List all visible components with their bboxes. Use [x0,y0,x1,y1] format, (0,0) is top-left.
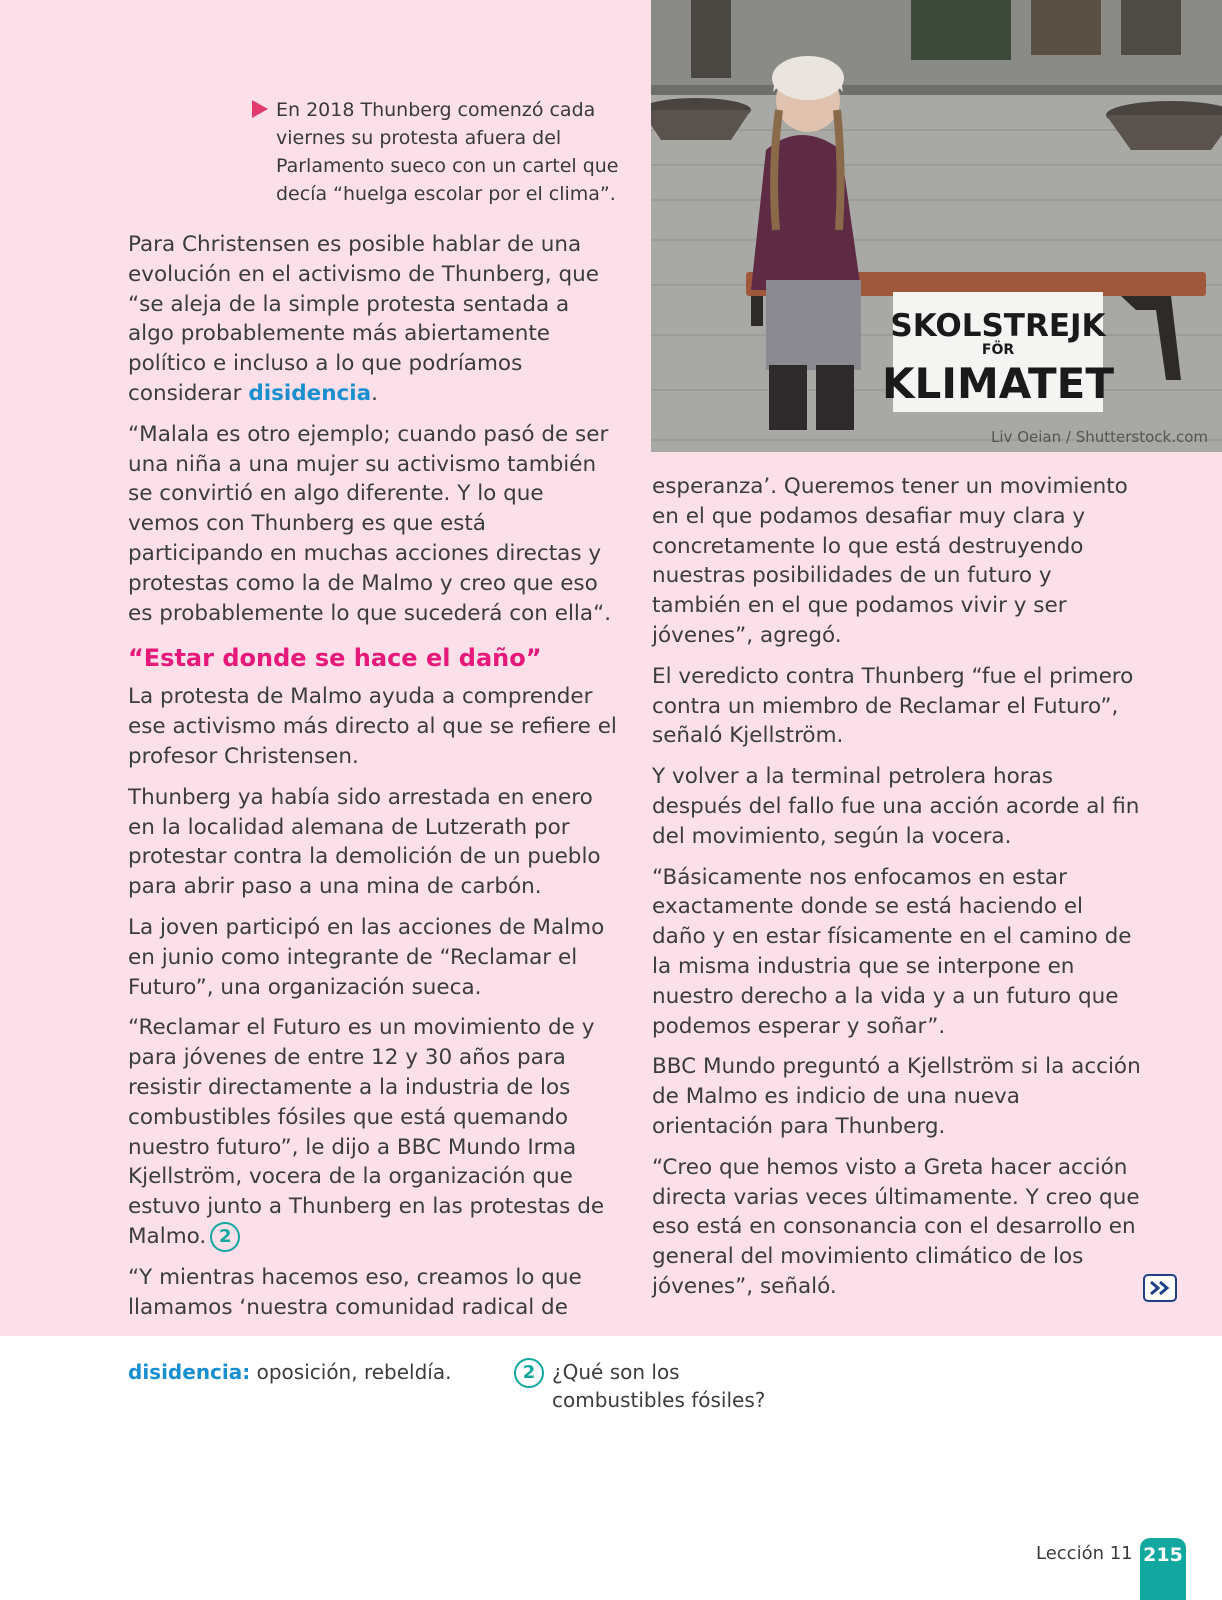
sign-text-line1: SKOLSTREJK [890,308,1106,344]
paragraph: Y volver a la terminal petrolera horas después del fallo fue una acción acorde al fin del movimiento, según la vocera. [652,764,1140,849]
photo-credit: Liv Oeian / Shutterstock.com [991,428,1208,446]
comprehension-question [514,1358,814,1414]
paragraph: “Básicamente nos enfocamos en estar exactamente donde se está haciendo el daño y en estar físicamente en el camino de la misma industria que se interpone en nuestro derecho a la vida y a un futuro que podemos esperar y soñar”. [652,864,1132,1039]
glossary-term-link[interactable]: disidencia [248,380,372,406]
greta-photo [651,0,1222,452]
question-marker[interactable]: 2 [210,1222,240,1252]
paragraph: Thunberg ya había sido arrestada en enero en la localidad alemana de Lutzerath por protestar contra la demolición de un pueblo para abrir paso a una mina de carbón. [128,784,601,900]
paragraph: BBC Mundo preguntó a Kjellström si la acción de Malmo es indicio de una nueva orientación para Thunberg. [652,1054,1141,1139]
glossary-entry [128,1358,451,1386]
paragraph: esperanza’. Queremos tener un movimiento en el que podamos desafiar muy clara y concretamente lo que está destruyendo nuestras posibilidades de un futuro y también en el que podamos vivir y ser jóvenes”, agregó. [652,474,1128,648]
paragraph: La protesta de Malmo ayuda a comprender ese activismo más directo al que se refiere el profesor Christensen. [128,684,617,769]
question-text: ¿Qué son los combustibles fósiles? [552,1360,766,1412]
paragraph: “Malala es otro ejemplo; cuando pasó de ser una niña a una mujer su activismo también se convirtió en algo diferente. Y lo que vemos con Thunberg es que está participando en muchas acciones directas y protestas como la de Malmo y creo que eso es probablemente lo que sucederá con ella“. [128,421,612,626]
article-column-left [128,230,618,1334]
paragraph: Para Christensen es posible hablar de una evolución en el activismo de Thunberg, que “se aleja de la simple protesta sentada a algo probablemente más abiertamente político e incluso a lo que podríamos considerar disidencia. [128,232,599,406]
paragraph: “Y mientras hacemos eso, creamos lo que llamamos ‘nuestra comunidad radical de [128,1264,582,1320]
article-column-right [652,472,1142,1313]
section-heading: “Estar donde se hace el daño” [128,644,542,673]
caption-text: En 2018 Thunberg comenzó cada viernes su protesta afuera del Parlamento sueco con un cartel que decía “huelga escolar por el clima”. [276,99,619,205]
paragraph: “Creo que hemos visto a Greta hacer acción directa varias veces últimamente. Y creo que eso está en consonancia con el desarrollo en general del movimiento climático de los jóvenes”, señaló. [652,1154,1140,1299]
glossary-definition: oposición, rebeldía. [250,1360,452,1384]
double-chevron-right-icon[interactable] [1143,1274,1177,1302]
sign-text-line2: FÖR [981,342,1015,358]
question-number: 2 [514,1358,544,1388]
page-number: 215 [1140,1538,1186,1600]
paragraph: “Reclamar el Futuro es un movimiento de y para jóvenes de entre 12 y 30 años para resistir directamente a la industria de los combustibles fósiles que está quemando nuestro futuro”, le dijo a BBC Mundo Irma Kjellström, vocera de la organización que estuvo junto a Thunberg en las protestas de Malmo. 2 [128,1013,618,1252]
photo-caption [252,96,622,208]
paragraph: La joven participó en las acciones de Malmo en junio como integrante de “Reclamar el Futuro”, una organización sueca. [128,914,605,1000]
paragraph: El veredicto contra Thunberg “fue el primero contra un miembro de Reclamar el Futuro”, señaló Kjellström. [652,663,1134,749]
sign-text-line3: KLIMATET [882,359,1114,408]
glossary-term: disidencia: [128,1360,251,1384]
lesson-label: Lección 11 [1036,1543,1133,1564]
triangle-right-icon [252,100,268,118]
